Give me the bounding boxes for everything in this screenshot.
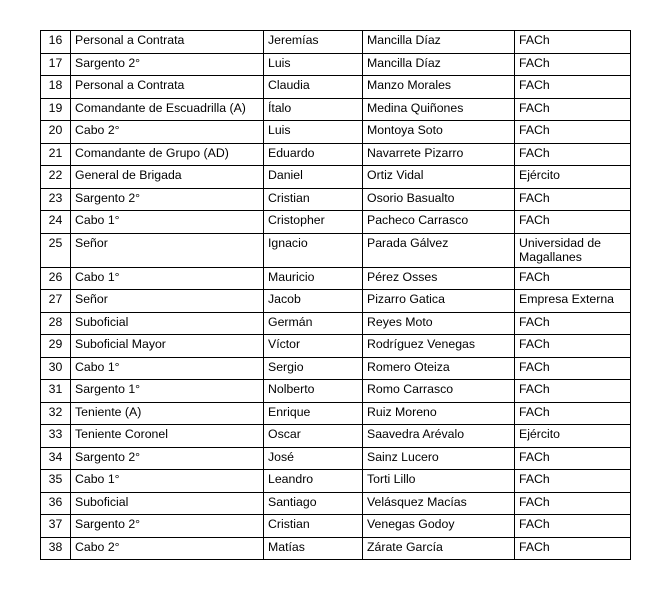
rank-cell: Personal a Contrata: [71, 76, 264, 99]
last-name-cell: Velásquez Macías: [363, 492, 515, 515]
table-row: [41, 335, 631, 358]
last-name-cell: Manzo Morales: [363, 76, 515, 99]
first-name-cell: Sergio: [264, 357, 363, 380]
last-name-cell: Mancilla Díaz: [363, 31, 515, 54]
row-number: 36: [41, 492, 71, 515]
organization-cell: FACh: [515, 31, 631, 54]
last-name-cell: Romero Oteiza: [363, 357, 515, 380]
rank-cell: Cabo 2°: [71, 537, 264, 560]
last-name-cell: Osorio Basualto: [363, 188, 515, 211]
organization-cell: FACh: [515, 492, 631, 515]
last-name-cell: Torti Lillo: [363, 470, 515, 493]
rank-cell: Teniente Coronel: [71, 425, 264, 448]
rank-cell: Cabo 1°: [71, 211, 264, 234]
last-name-cell: Ortiz Vidal: [363, 166, 515, 189]
first-name-cell: Mauricio: [264, 267, 363, 290]
table-row: [41, 380, 631, 403]
last-name-cell: Reyes Moto: [363, 312, 515, 335]
first-name-cell: Daniel: [264, 166, 363, 189]
organization-cell: Ejército: [515, 166, 631, 189]
rank-cell: Suboficial: [71, 492, 264, 515]
last-name-cell: Ruiz Moreno: [363, 402, 515, 425]
organization-cell: FACh: [515, 121, 631, 144]
rank-cell: Señor: [71, 233, 264, 267]
table-row: [41, 121, 631, 144]
first-name-cell: Leandro: [264, 470, 363, 493]
row-number: 32: [41, 402, 71, 425]
row-number: 25: [41, 233, 71, 267]
last-name-cell: Mancilla Díaz: [363, 53, 515, 76]
table-row: [41, 402, 631, 425]
last-name-cell: Navarrete Pizarro: [363, 143, 515, 166]
first-name-cell: José: [264, 447, 363, 470]
table-row: [41, 188, 631, 211]
first-name-cell: Ignacio: [264, 233, 363, 267]
row-number: 34: [41, 447, 71, 470]
rank-cell: Suboficial: [71, 312, 264, 335]
table-row: [41, 447, 631, 470]
first-name-cell: Eduardo: [264, 143, 363, 166]
organization-cell: FACh: [515, 447, 631, 470]
rank-cell: Cabo 2°: [71, 121, 264, 144]
last-name-cell: Pérez Osses: [363, 267, 515, 290]
last-name-cell: Saavedra Arévalo: [363, 425, 515, 448]
first-name-cell: Jacob: [264, 290, 363, 313]
rank-cell: Suboficial Mayor: [71, 335, 264, 358]
organization-cell: FACh: [515, 335, 631, 358]
row-number: 21: [41, 143, 71, 166]
organization-cell: FACh: [515, 188, 631, 211]
row-number: 38: [41, 537, 71, 560]
first-name-cell: Luis: [264, 53, 363, 76]
row-number: 37: [41, 515, 71, 538]
table-row: [41, 98, 631, 121]
last-name-cell: Pizarro Gatica: [363, 290, 515, 313]
table-row: [41, 537, 631, 560]
rank-cell: Sargento 1°: [71, 380, 264, 403]
rank-cell: Sargento 2°: [71, 188, 264, 211]
row-number: 28: [41, 312, 71, 335]
rank-cell: Sargento 2°: [71, 447, 264, 470]
rank-cell: Comandante de Escuadrilla (A): [71, 98, 264, 121]
row-number: 18: [41, 76, 71, 99]
first-name-cell: Germán: [264, 312, 363, 335]
table-row: [41, 53, 631, 76]
row-number: 26: [41, 267, 71, 290]
organization-cell: FACh: [515, 211, 631, 234]
rank-cell: Señor: [71, 290, 264, 313]
last-name-cell: Zárate García: [363, 537, 515, 560]
personnel-table: [40, 30, 631, 560]
rank-cell: Teniente (A): [71, 402, 264, 425]
row-number: 35: [41, 470, 71, 493]
organization-cell: FACh: [515, 402, 631, 425]
organization-cell: FACh: [515, 267, 631, 290]
organization-cell: FACh: [515, 380, 631, 403]
rank-cell: Cabo 1°: [71, 267, 264, 290]
first-name-cell: Luis: [264, 121, 363, 144]
first-name-cell: Jeremías: [264, 31, 363, 54]
rank-cell: Comandante de Grupo (AD): [71, 143, 264, 166]
row-number: 31: [41, 380, 71, 403]
table-row: [41, 357, 631, 380]
organization-cell: Empresa Externa: [515, 290, 631, 313]
table-row: [41, 233, 631, 267]
table-body: [41, 31, 631, 560]
organization-cell: FACh: [515, 53, 631, 76]
last-name-cell: Medina Quiñones: [363, 98, 515, 121]
last-name-cell: Rodríguez Venegas: [363, 335, 515, 358]
last-name-cell: Montoya Soto: [363, 121, 515, 144]
row-number: 22: [41, 166, 71, 189]
organization-cell: FACh: [515, 76, 631, 99]
organization-cell: Ejército: [515, 425, 631, 448]
table-row: [41, 143, 631, 166]
last-name-cell: Pacheco Carrasco: [363, 211, 515, 234]
table-row: [41, 492, 631, 515]
organization-cell: FACh: [515, 98, 631, 121]
row-number: 23: [41, 188, 71, 211]
rank-cell: Cabo 1°: [71, 357, 264, 380]
table-row: [41, 470, 631, 493]
row-number: 16: [41, 31, 71, 54]
row-number: 30: [41, 357, 71, 380]
table-row: [41, 166, 631, 189]
last-name-cell: Romo Carrasco: [363, 380, 515, 403]
first-name-cell: Oscar: [264, 425, 363, 448]
row-number: 19: [41, 98, 71, 121]
last-name-cell: Parada Gálvez: [363, 233, 515, 267]
first-name-cell: Ítalo: [264, 98, 363, 121]
organization-cell: FACh: [515, 515, 631, 538]
first-name-cell: Cristian: [264, 515, 363, 538]
first-name-cell: Cristian: [264, 188, 363, 211]
table-row: [41, 211, 631, 234]
row-number: 33: [41, 425, 71, 448]
row-number: 24: [41, 211, 71, 234]
rank-cell: Sargento 2°: [71, 53, 264, 76]
table-row: [41, 267, 631, 290]
last-name-cell: Venegas Godoy: [363, 515, 515, 538]
table-row: [41, 290, 631, 313]
first-name-cell: Nolberto: [264, 380, 363, 403]
first-name-cell: Víctor: [264, 335, 363, 358]
first-name-cell: Claudia: [264, 76, 363, 99]
rank-cell: Sargento 2°: [71, 515, 264, 538]
first-name-cell: Santiago: [264, 492, 363, 515]
organization-cell: FACh: [515, 143, 631, 166]
organization-cell: FACh: [515, 537, 631, 560]
last-name-cell: Sainz Lucero: [363, 447, 515, 470]
first-name-cell: Matías: [264, 537, 363, 560]
organization-cell: FACh: [515, 312, 631, 335]
table-row: [41, 76, 631, 99]
row-number: 29: [41, 335, 71, 358]
table-row: [41, 31, 631, 54]
first-name-cell: Enrique: [264, 402, 363, 425]
row-number: 17: [41, 53, 71, 76]
table-row: [41, 515, 631, 538]
row-number: 27: [41, 290, 71, 313]
first-name-cell: Cristopher: [264, 211, 363, 234]
organization-cell: Universidad de Magallanes: [515, 233, 631, 267]
table-row: [41, 425, 631, 448]
rank-cell: Personal a Contrata: [71, 31, 264, 54]
rank-cell: Cabo 1°: [71, 470, 264, 493]
rank-cell: General de Brigada: [71, 166, 264, 189]
row-number: 20: [41, 121, 71, 144]
table-row: [41, 312, 631, 335]
organization-cell: FACh: [515, 470, 631, 493]
organization-cell: FACh: [515, 357, 631, 380]
